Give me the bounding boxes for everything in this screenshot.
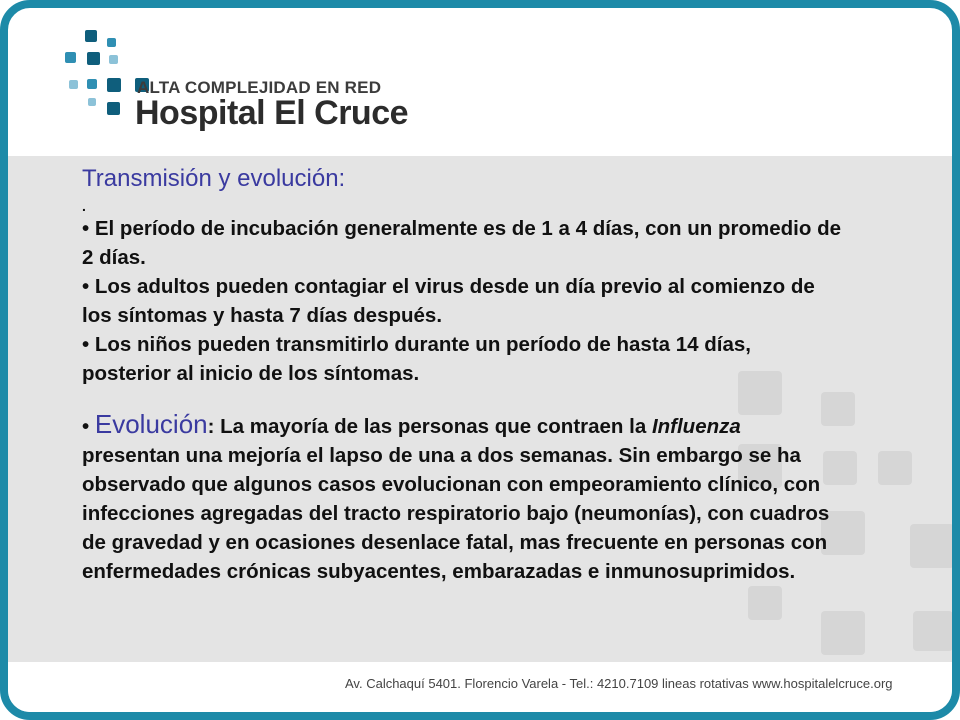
logo-square bbox=[87, 52, 100, 65]
deco-square bbox=[748, 586, 782, 620]
slide-title: Transmisión y evolución: bbox=[82, 165, 346, 192]
footer-address: Av. Calchaquí 5401. Florencio Varela - Tel.: 4210.7109 lineas rotativas www.hospitalelcruce.org bbox=[345, 676, 893, 691]
logo-square bbox=[69, 80, 78, 89]
logo-square bbox=[107, 102, 120, 115]
evolution-text-b: presentan una mejoría el lapso de una a dos semanas. Sin embargo se ha observado que algunos casos evolucionan con empeoramiento clínico, con infecciones agregadas del tracto respiratorio bajo (neumonías), con cuadros de gravedad y en ocasiones desenlace fatal, mas frecuente en personas con enfermedades crónicas subyacentes, embarazadas e inmunosuprimidos. bbox=[82, 444, 830, 583]
slide-content bbox=[82, 164, 842, 586]
bullet-incubation: • El período de incubación generalmente es de 1 a 4 días, con un promedio de 2 días. bbox=[82, 217, 842, 269]
evolution-italic: Influenza bbox=[651, 415, 741, 438]
bullet-adults: • Los adultos pueden contagiar el virus desde un día previo al comienzo de los síntomas y hasta 7 días después. bbox=[82, 275, 815, 327]
evolution-text-a: : La mayoría de las personas que contraen la bbox=[207, 415, 652, 438]
logo-subtitle: ALTA COMPLEJIDAD EN RED bbox=[137, 78, 382, 97]
deco-square bbox=[821, 611, 865, 655]
logo-square bbox=[107, 78, 121, 92]
logo-square bbox=[87, 79, 97, 89]
logo-square bbox=[65, 52, 76, 63]
logo-square bbox=[88, 98, 96, 106]
paragraph-gap bbox=[82, 388, 842, 410]
logo-square bbox=[85, 30, 97, 42]
evolution-bullet: • bbox=[82, 415, 95, 438]
deco-square bbox=[913, 611, 953, 651]
logo-square bbox=[107, 38, 116, 47]
logo-square bbox=[109, 55, 118, 64]
bullet-evolution bbox=[82, 410, 842, 586]
deco-square bbox=[910, 524, 954, 568]
evolution-label: Evolución bbox=[94, 409, 208, 439]
bullet-children: • Los niños pueden transmitirlo durante un período de hasta 14 días, posterior al inicio de los síntomas. bbox=[82, 333, 751, 385]
deco-square bbox=[878, 451, 912, 485]
hospital-logo bbox=[55, 22, 415, 140]
logo-title: Hospital El Cruce bbox=[135, 94, 409, 132]
stray-dot: . bbox=[82, 198, 86, 214]
